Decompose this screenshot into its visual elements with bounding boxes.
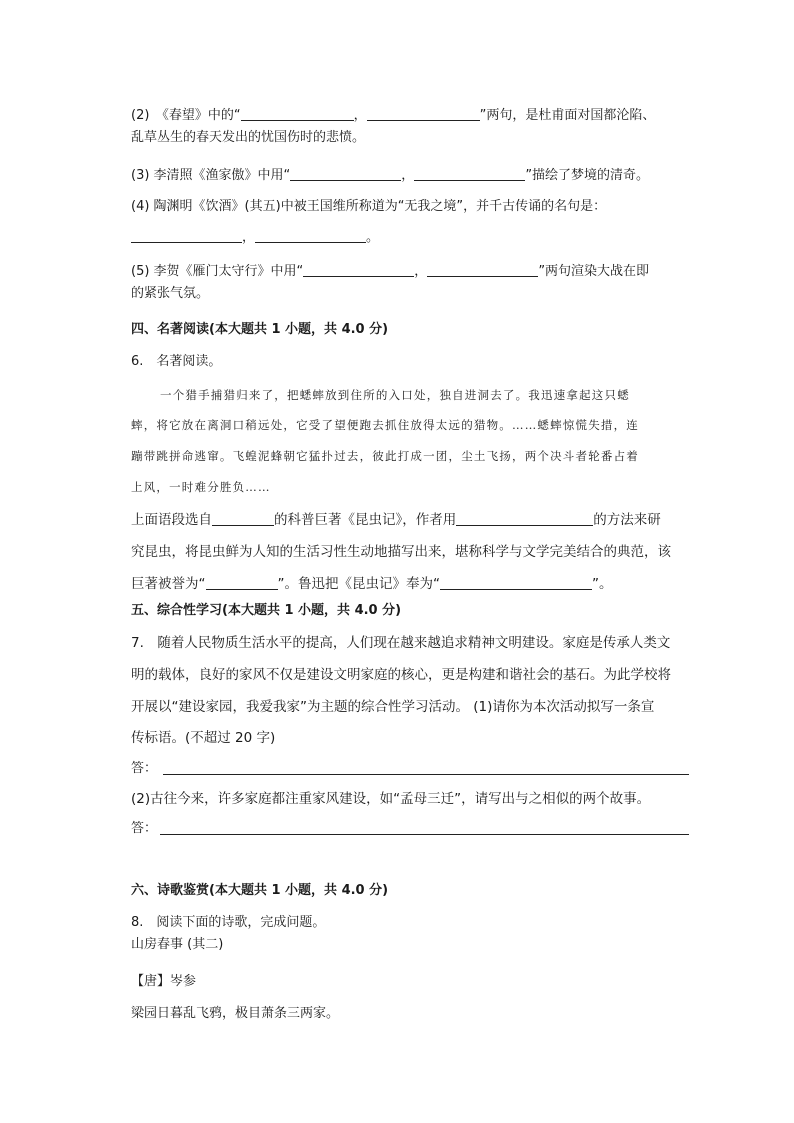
q6-answer-line-3: 巨著被誉为“ ”。鲁迅把《昆虫记》奉为“ ”。 (131, 576, 613, 592)
q5-item-2-line-2: 乱草丛生的春天发出的忧国伤时的悲愤。 (131, 130, 366, 145)
q5-item-5-line-2: 的紧张气氛。 (131, 286, 210, 301)
poem-title: 山房春事 (其二) (131, 937, 224, 952)
answer-blank[interactable] (427, 262, 538, 277)
excerpt-line-3: 蹦带跳拼命逃窜。飞蝗泥蜂朝它猛扑过去，彼此打成一团，尘土飞扬，两个决斗者轮番占着 (131, 449, 639, 463)
answer-blank[interactable] (440, 575, 592, 590)
question-6: 6. 名著阅读。 (131, 354, 222, 369)
excerpt-line-1: 一个猎手捕猎归来了，把蟋蟀放到住所的入口处，独自进洞去了。我迅速拿起这只蟋 (160, 388, 630, 402)
excerpt-line-4: 上风，一时难分胜负…… (131, 480, 271, 494)
q5-item-4-line-1: (4) 陶渊明《饮酒》(其五)中被王国维所称道为“无我之境”，并千古传诵的名句是： (131, 199, 607, 214)
answer-blank[interactable] (456, 511, 593, 526)
q5-item-5-line-1: (5) 李贺《雁门太守行》中用“ ， ”两句渲染大战在即 (131, 264, 650, 279)
q7-line-2: 明的载体，良好的家风不仅是建设文明家庭的核心，更是构建和谐社会的基石。为此学校将 (131, 667, 671, 683)
q7-line-4: 传标语。(不超过 20 字) (131, 730, 276, 746)
answer-label-2: 答： (131, 821, 158, 836)
poem-author: 【唐】岑参 (131, 974, 197, 989)
question-8: 8. 阅读下面的诗歌，完成问题。 (131, 915, 326, 930)
q7-line-1: 7. 随着人民物质生活水平的提高，人们现在越来越追求精神文明建设。家庭是传承人类文 (131, 635, 671, 651)
q5-item-2-line-1: (2) 《春望》中的“ ， ”两句，是杜甫面对国都沦陷、 (131, 108, 656, 123)
answer-blank[interactable] (367, 106, 480, 121)
answer-blank[interactable] (303, 262, 414, 277)
q7-part-2: (2)古往今来，许多家庭都注重家风建设，如“孟母三迁”，请写出与之相似的两个故事。 (131, 791, 651, 807)
section-4-heading: 四、名著阅读(本大题共 1 小题，共 4.0 分) (131, 322, 389, 337)
q5-item-4-line-2: ， 。 (131, 228, 379, 247)
excerpt-line-2: 蟀，将它放在离洞口稍远处，它受了望便跑去抓住放得太远的猎物。……蟋蟀惊慌失措，连 (131, 418, 639, 432)
answer-blank[interactable] (255, 228, 366, 243)
answer-blank[interactable] (290, 166, 401, 181)
answer-line-2[interactable] (160, 834, 689, 835)
answer-blank[interactable] (131, 228, 242, 243)
q7-line-3: 开展以“建设家园，我爱我家”为主题的综合性学习活动。 (1)请你为本次活动拟写一条宣 (131, 699, 655, 715)
answer-blank[interactable] (241, 106, 354, 121)
q6-answer-line-1: 上面语段选自 的科普巨著《昆虫记》，作者用 的方法来研 (131, 512, 661, 528)
q6-answer-line-2: 究昆虫，将昆虫鲜为人知的生活习性生动地描写出来，堪称科学与文学完美结合的典范，该 (131, 544, 671, 560)
poem-line-1: 梁园日暮乱飞鸦，极目萧条三两家。 (131, 1006, 340, 1021)
answer-blank[interactable] (212, 511, 274, 526)
answer-blank[interactable] (206, 575, 278, 590)
section-6-heading: 六、诗歌鉴赏(本大题共 1 小题，共 4.0 分) (131, 883, 389, 898)
section-5-heading: 五、综合性学习(本大题共 1 小题，共 4.0 分) (131, 603, 402, 618)
answer-line-1[interactable] (163, 774, 689, 775)
answer-label-1: 答： (131, 761, 158, 776)
answer-blank[interactable] (414, 166, 525, 181)
q5-item-3: (3) 李清照《渔家傲》中用“ ， ”描绘了梦境的清奇。 (131, 168, 650, 183)
